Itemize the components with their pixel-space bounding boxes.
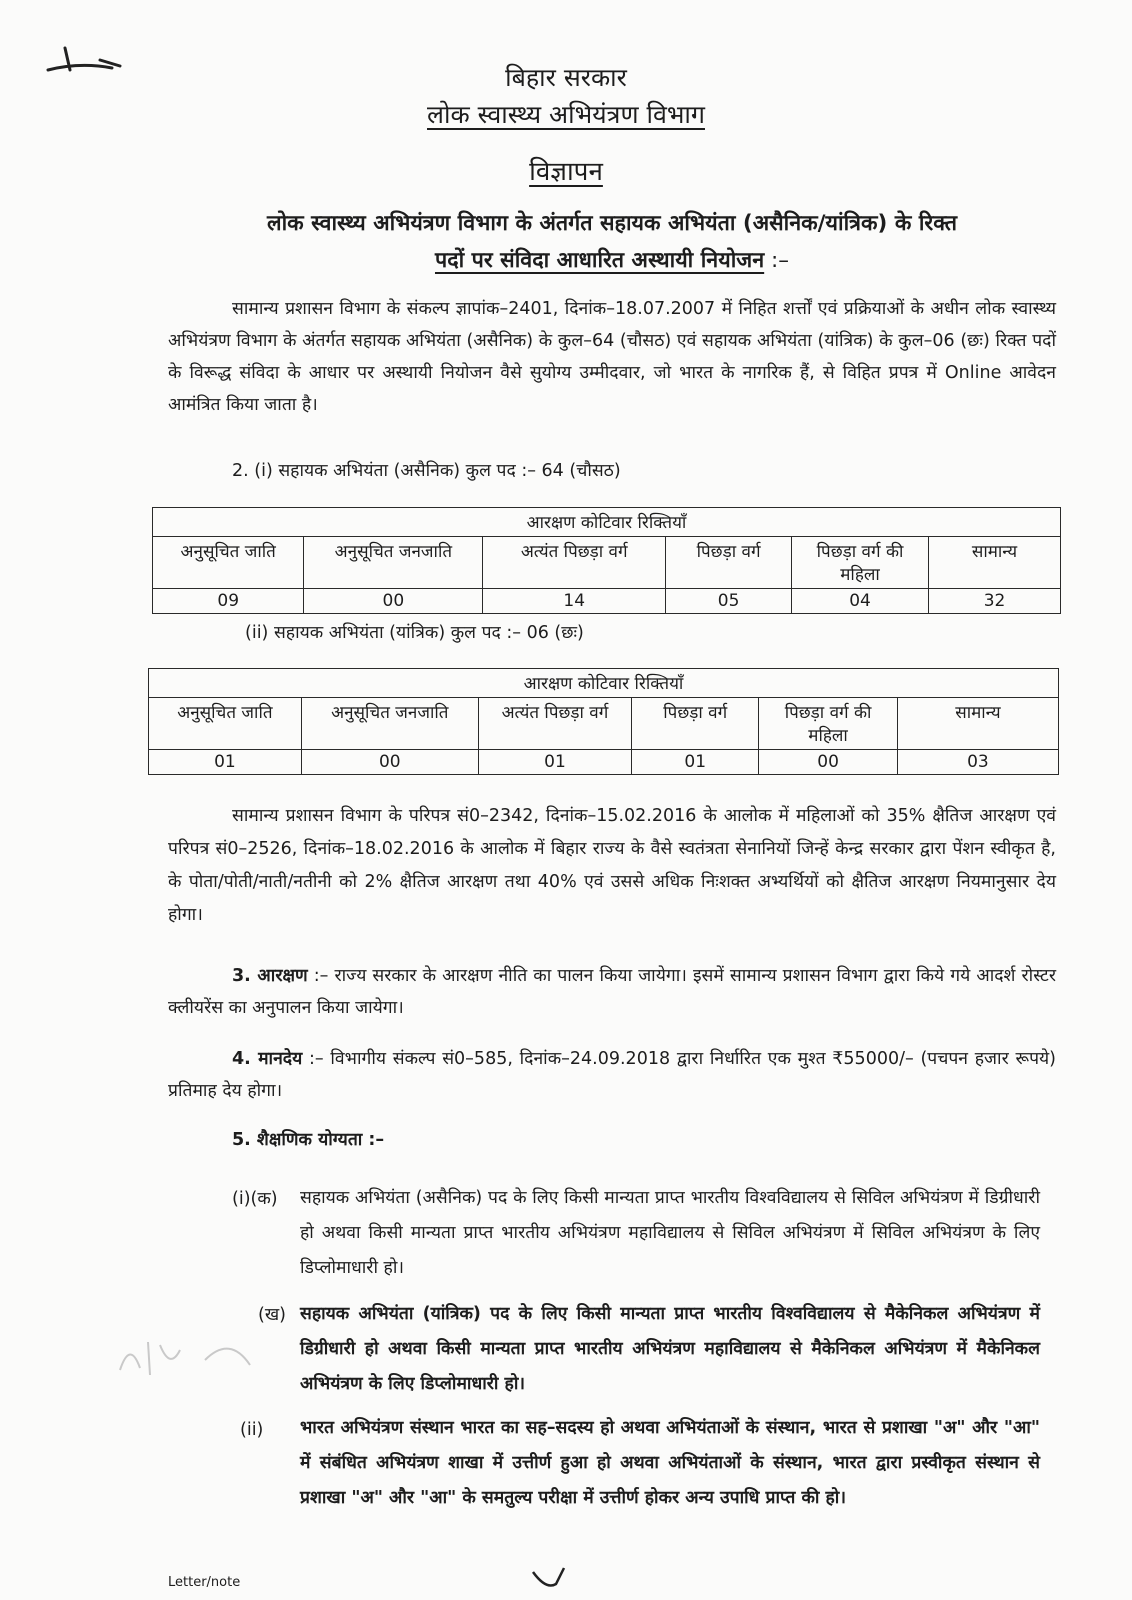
table-header: सामान्य — [897, 698, 1058, 750]
table-cell: 14 — [483, 589, 666, 614]
subject-line-2 — [168, 242, 1056, 279]
notice-title — [0, 152, 1132, 188]
section-5-heading: 5. शैक्षणिक योग्यता :– — [232, 1130, 385, 1150]
handwritten-tick — [528, 1566, 578, 1596]
table-header: अनुसूचित जनजाति — [301, 698, 478, 750]
item-text — [300, 1297, 1040, 1402]
subject-line-2-text: पदों पर संविदा आधारित अस्थायी नियोजन — [434, 248, 765, 273]
section-3-label: 3. आरक्षण — [232, 966, 308, 986]
department-title — [0, 97, 1132, 131]
item-text-content: सहायक अभियंता (यांत्रिक) पद के लिए किसी मान्यता प्राप्त भारतीय विश्वविद्यालय से मैकेनिकल अभियंत्रण में डिग्रीधारी हो अथवा किसी मान्यता प्राप्त भारतीय अभियंत्रण महाविद्यालय से मैकेनिकल अभियंत्रण में मैकेनिकल अभियंत्रण के लिए डिप्लोमाधारी हो। — [300, 1304, 1040, 1394]
table-cell: 05 — [666, 589, 792, 614]
section-3-text: :– राज्य सरकार के आरक्षण नीति का पालन किया जायेगा। इसमें सामान्य प्रशासन विभाग द्वारा किये गये आदर्श रोस्टर क्लीयरेंस का अनुपालन किया जायेगा। — [168, 966, 1056, 1018]
table-cell: 01 — [632, 750, 759, 775]
department-name: लोक स्वास्थ्य अभियंत्रण विभाग — [427, 100, 705, 129]
item-text-content: भारत अभियंत्रण संस्थान भारत का सह–सदस्य हो अथवा अभियंताओं के संस्थान, भारत से प्रशाखा "अ" और "आ" में संबंधित अभियंत्रण शाखा में उत्तीर्ण हुआ हो अथवा अभियंताओं के संस्थान, भारत द्वारा प्रस्वीकृत संस्थान से प्रशाखा "अ" और "आ" के समतुल्य परीक्षा में उत्तीर्ण होकर अन्य उपाधि प्राप्त की हो। — [300, 1418, 1040, 1508]
item-text-content: सहायक अभियंता (असैनिक) पद के लिए किसी मान्यता प्राप्त भारतीय विश्वविद्यालय से सिविल अभियंत्रण में डिग्रीधारी हो अथवा किसी मान्यता प्राप्त भारतीय अभियंत्रण महाविद्यालय से सिविल अभियंत्रण में सिविल अभियंत्रण के लिए डिप्लोमाधारी हो। — [300, 1188, 1040, 1278]
table-cell: 32 — [929, 589, 1061, 614]
intro-paragraph: सामान्य प्रशासन विभाग के संकल्प ज्ञापांक–2401, दिनांक–18.07.2007 में निहित शर्त्तों एवं प्रक्रियाओं के अधीन लोक स्वास्थ्य अभियंत्रण विभाग के अंतर्गत सहायक अभियंता (असैनिक) के कुल–64 (चौसठ) एवं सहायक अभियंता (यांत्रिक) के कुल–06 (छः) रिक्त पदों के विरूद्ध संविदा के आधार पर अस्थायी नियोजन वैसे सुयोग्य उम्मीदवार, जो भारत के नागरिक हैं, से विहित प्रपत्र में Online आवेदन आमंत्रित किया जाता है। — [168, 299, 1056, 415]
table-cell: 00 — [301, 750, 478, 775]
item-text — [300, 1181, 1040, 1286]
table-cell: 01 — [478, 750, 631, 775]
item-label: (i)(क) — [232, 1189, 278, 1209]
table-cell: 01 — [149, 750, 302, 775]
vacancy-table-civil — [152, 507, 1061, 614]
table-header: अत्यंत पिछड़ा वर्ग — [478, 698, 631, 750]
table-header: पिछड़ा वर्ग की महिला — [759, 698, 897, 750]
item-label: (ख) — [258, 1305, 286, 1325]
table-header: अनुसूचित जाति — [149, 698, 302, 750]
subject-line-1: लोक स्वास्थ्य अभियंत्रण विभाग के अंतर्गत सहायक अभियंता (असैनिक/यांत्रिक) के रिक्त — [267, 211, 957, 236]
table-header: अत्यंत पिछड़ा वर्ग — [483, 537, 666, 589]
table-header: पिछड़ा वर्ग — [632, 698, 759, 750]
table-header: सामान्य — [929, 537, 1061, 589]
table-cell: 00 — [304, 589, 483, 614]
subject-line-2-suffix: :– — [764, 248, 789, 273]
table-header: पिछड़ा वर्ग — [666, 537, 792, 589]
table-cell: 03 — [897, 750, 1058, 775]
item-text — [300, 1411, 1040, 1516]
section-4-text: :– विभागीय संकल्प सं0–585, दिनांक–24.09.2018 द्वारा निर्धारित एक मुश्त ₹55000/– (पचपन हजार रूपये) प्रतिमाह देय होगा। — [168, 1049, 1056, 1101]
table-header: अनुसूचित जनजाति — [304, 537, 483, 589]
pencil-scribble — [110, 1330, 270, 1390]
notice-label: विज्ञापन — [529, 157, 603, 187]
section-4-paragraph — [168, 1043, 1056, 1107]
table-cell: 09 — [153, 589, 304, 614]
section-3-paragraph — [168, 960, 1056, 1024]
table-header: अनुसूचित जाति — [153, 537, 304, 589]
table-cell: 04 — [792, 589, 929, 614]
footer-label: Letter/note — [168, 1575, 241, 1590]
table-caption: आरक्षण कोटिवार रिक्तियाँ — [153, 508, 1061, 537]
govt-title: बिहार सरकार — [505, 63, 627, 92]
vacancy-table-mechanical — [148, 668, 1059, 775]
subject-heading — [168, 205, 1056, 279]
section-4-label: 4. मानदेय — [232, 1049, 303, 1069]
table-caption: आरक्षण कोटिवार रिक्तियाँ — [149, 669, 1059, 698]
table-cell: 00 — [759, 750, 897, 775]
section-2-ii: (ii) सहायक अभियंता (यांत्रिक) कुल पद :– 06 (छः) — [245, 623, 584, 643]
section-2-i: 2. (i) सहायक अभियंता (असैनिक) कुल पद :– 64 (चौसठ) — [232, 461, 621, 481]
item-label: (ii) — [240, 1420, 264, 1440]
table-header: पिछड़ा वर्ग की महिला — [792, 537, 929, 589]
reservation-paragraph: सामान्य प्रशासन विभाग के परिपत्र सं0–2342, दिनांक–15.02.2016 के आलोक में महिलाओं को 35% क्षैतिज आरक्षण एवं परिपत्र सं0–2526, दिनांक–18.02.2016 के आलोक में बिहार राज्य के वैसे स्वतंत्रता सेनानियों जिन्हें केन्द्र सरकार द्वारा पेंशन स्वीकृत है, के पोता/पोती/नाती/नतीनी को 2% क्षैतिज आरक्षण तथा 40% एवं उससे अधिक निःशक्त अभ्यर्थियों को क्षैतिज आरक्षण नियमानुसार देय होगा। — [168, 806, 1056, 925]
